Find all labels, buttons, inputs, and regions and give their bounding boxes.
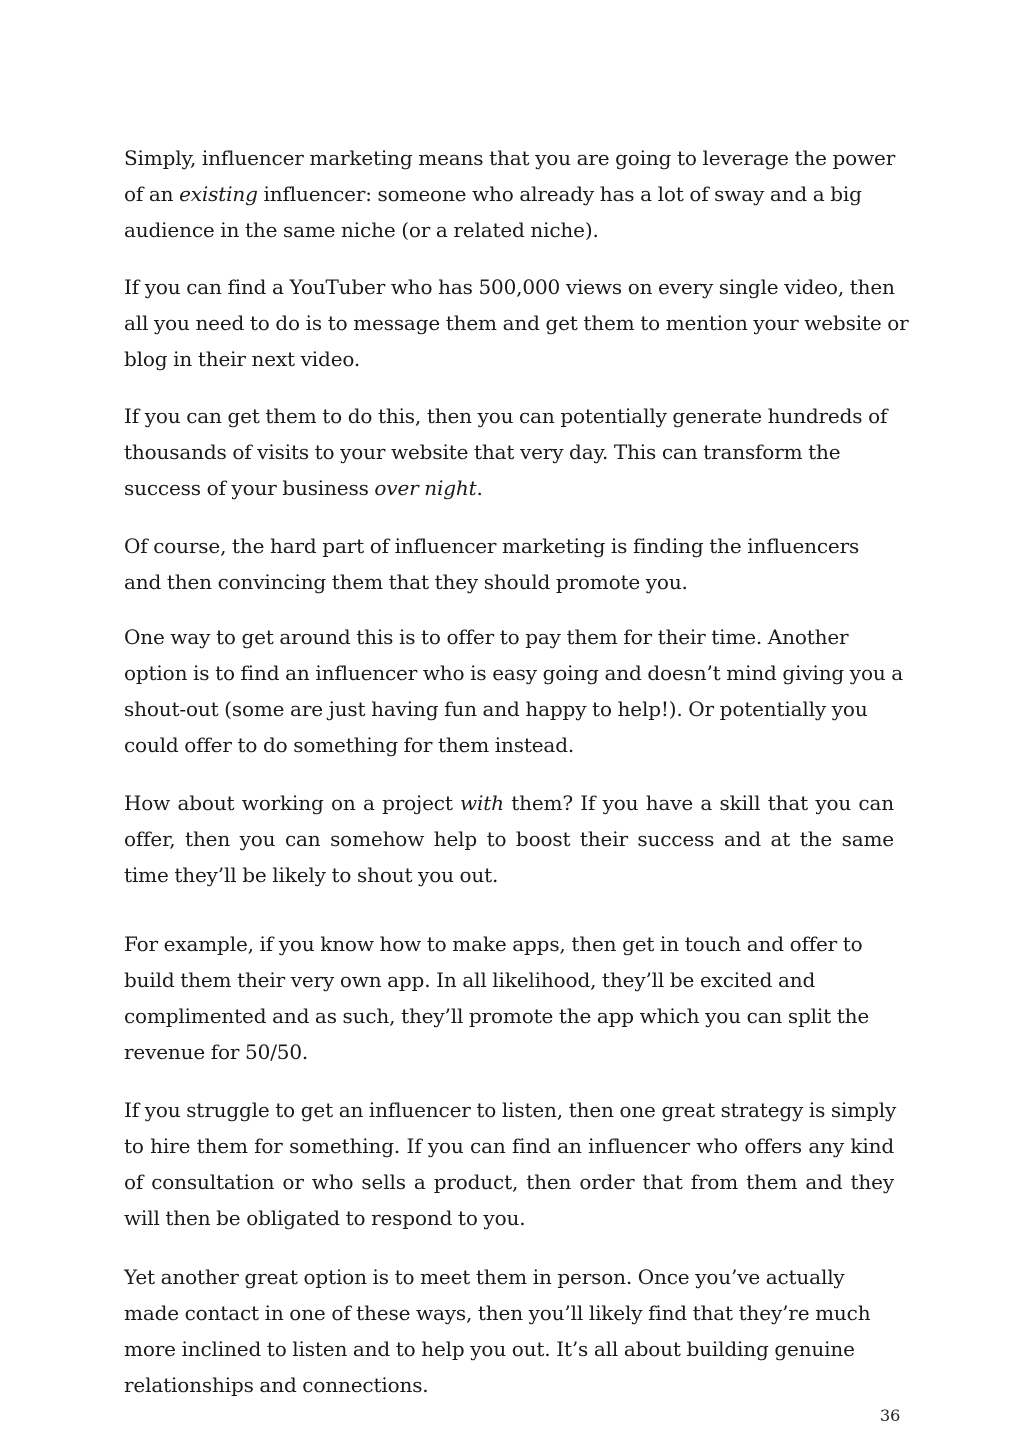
- text-line: [124, 305, 909, 341]
- text-line: [124, 528, 859, 564]
- text-line: [124, 1331, 870, 1367]
- text-line: [124, 962, 869, 998]
- text-line: [124, 1295, 870, 1331]
- text-line: [124, 821, 894, 857]
- text-line: [124, 926, 869, 962]
- text-line: [124, 998, 869, 1034]
- text-run: to hire them for something. If you can find an influencer who offers any kind: [124, 1134, 894, 1158]
- text-line: [124, 691, 903, 727]
- text-run: Yet another great option is to meet them in person. Once you’ve actually: [124, 1265, 845, 1289]
- text-run: One way to get around this is to offer to pay them for their time. Another: [124, 625, 849, 649]
- text-run: If you struggle to get an influencer to listen, then one great strategy is simply: [124, 1098, 897, 1122]
- text-line: [124, 212, 895, 248]
- text-run: Of course, the hard part of influencer marketing is finding the influencers: [124, 534, 860, 558]
- paragraph: [124, 528, 859, 600]
- text-run: revenue for 50/50.: [124, 1040, 309, 1064]
- paragraph: [124, 140, 895, 248]
- emphasis-text: with: [460, 791, 504, 815]
- text-run: build them their very own app. In all likelihood, they’ll be excited and: [124, 968, 816, 992]
- text-line: [124, 269, 909, 305]
- paragraph: [124, 926, 869, 1070]
- text-line: [124, 785, 894, 821]
- text-line: [124, 470, 887, 506]
- text-run: of an: [124, 182, 180, 206]
- emphasis-text: over night: [374, 476, 477, 500]
- text-line: [124, 341, 909, 377]
- text-line: [124, 857, 894, 893]
- text-run: If you can get them to do this, then you can potentially generate hundreds of: [124, 404, 888, 428]
- text-line: [124, 727, 903, 763]
- text-run: and then convincing them that they should promote you.: [124, 570, 688, 594]
- text-run: .: [476, 476, 483, 500]
- text-run: all you need to do is to message them and get them to mention your website or: [124, 311, 909, 335]
- page-number: 36: [880, 1406, 901, 1425]
- text-line: [124, 1128, 894, 1164]
- text-run: thousands of visits to your website that very day. This can transform the: [124, 440, 841, 464]
- paragraph: [124, 269, 909, 377]
- paragraph: [124, 619, 903, 763]
- text-run: option is to find an influencer who is easy going and doesn’t mind giving you a: [124, 661, 904, 685]
- text-run: Simply, influencer marketing means that you are going to leverage the power: [124, 146, 896, 170]
- text-run: complimented and as such, they’ll promote the app which you can split the: [124, 1004, 870, 1028]
- text-run: blog in their next video.: [124, 347, 361, 371]
- text-run: offer, then you can somehow help to boost their success and at the same: [124, 827, 894, 851]
- text-run: shout-out (some are just having fun and happy to help!). Or potentially you: [124, 697, 868, 721]
- text-line: [124, 434, 887, 470]
- text-line: [124, 1034, 869, 1070]
- text-line: [124, 655, 903, 691]
- text-line: [124, 176, 895, 212]
- paragraph: [124, 1092, 896, 1236]
- text-run: could offer to do something for them instead.: [124, 733, 575, 757]
- text-run: How about working on a project: [124, 791, 461, 815]
- paragraph: [124, 785, 894, 893]
- text-run: success of your business: [124, 476, 375, 500]
- text-line: [124, 1367, 870, 1403]
- text-line: [124, 619, 903, 655]
- text-run: of consultation or who sells a product, then order that from them and they: [124, 1170, 894, 1194]
- text-run: more inclined to listen and to help you out. It’s all about building genuine: [124, 1337, 855, 1361]
- text-line: [124, 1164, 894, 1200]
- text-line: [124, 1259, 870, 1295]
- text-run: If you can find a YouTuber who has 500,000 views on every single video, then: [124, 275, 895, 299]
- paragraph: [124, 1259, 870, 1403]
- text-run: relationships and connections.: [124, 1373, 429, 1397]
- paragraph: [124, 398, 887, 506]
- text-run: will then be obligated to respond to you.: [124, 1206, 526, 1230]
- text-line: [124, 398, 887, 434]
- text-line: [124, 1092, 896, 1128]
- emphasis-text: existing: [179, 182, 258, 206]
- text-run: time they’ll be likely to shout you out.: [124, 863, 499, 887]
- text-run: For example, if you know how to make apps, then get in touch and offer to: [124, 932, 863, 956]
- text-line: [124, 564, 859, 600]
- text-run: audience in the same niche (or a related niche).: [124, 218, 599, 242]
- text-line: [124, 140, 895, 176]
- text-line: [124, 1200, 896, 1236]
- text-run: influencer: someone who already has a lot of sway and a big: [257, 182, 862, 206]
- text-run: made contact in one of these ways, then you’ll likely find that they’re much: [124, 1301, 871, 1325]
- text-run: them? If you have a skill that you can: [503, 791, 894, 815]
